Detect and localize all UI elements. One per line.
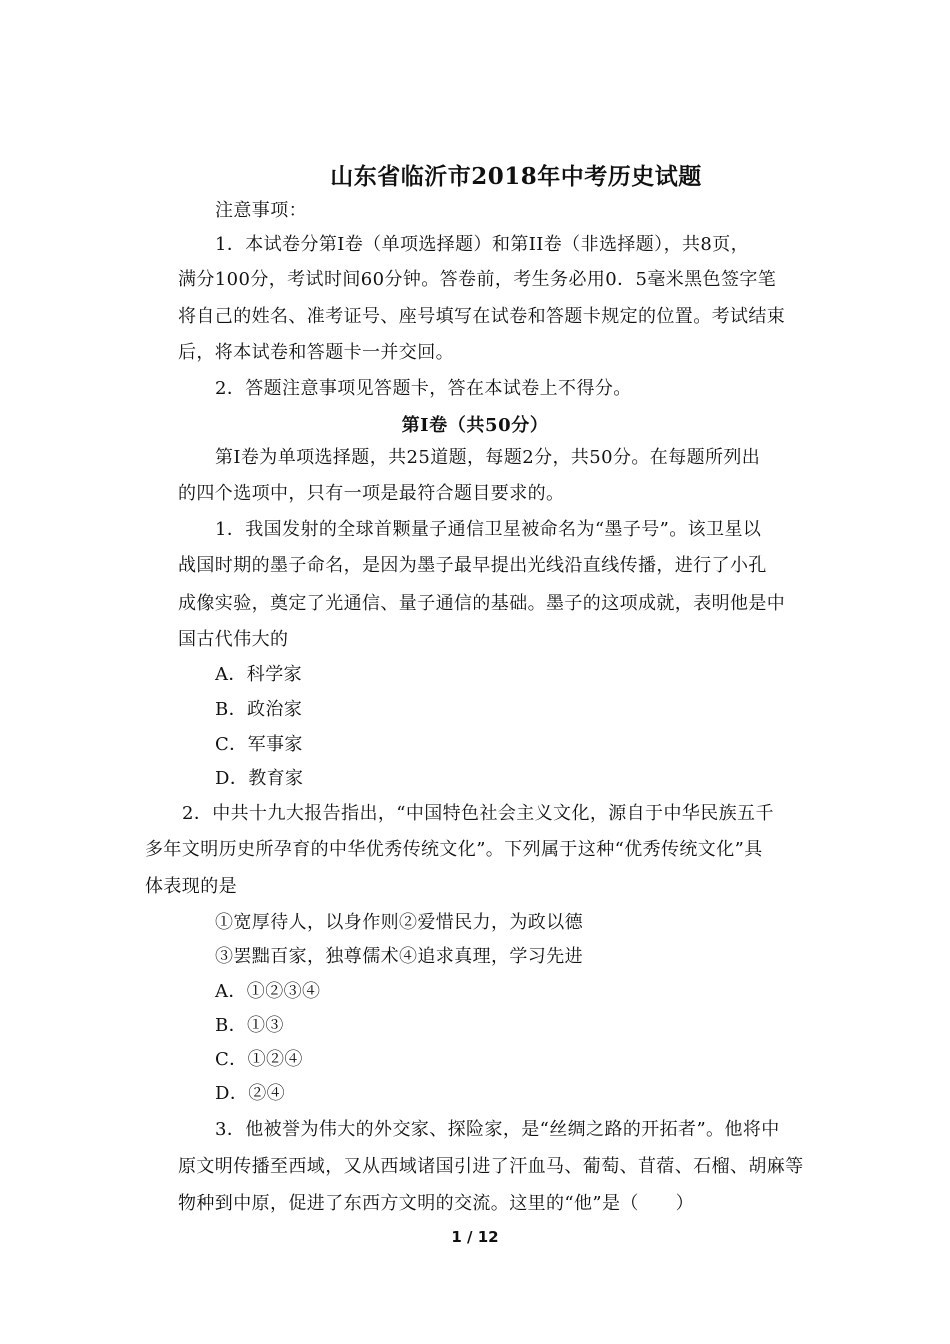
notice-line: 2．答题注意事项见答题卡，答在本试卷上不得分。 xyxy=(215,378,632,399)
question-2-option-d: D．②④ xyxy=(215,1083,286,1104)
question-1-stem: 国古代伟大的 xyxy=(178,629,289,650)
notice-heading: 注意事项： xyxy=(215,200,307,221)
question-3-stem: 3．他被誉为伟大的外交家、探险家，是“丝绸之路的开拓者”。他将中 xyxy=(215,1119,780,1140)
question-3-stem: 原文明传播至西域，又从西域诸国引进了汗血马、葡萄、苜蓿、石榴、胡麻等 xyxy=(178,1156,804,1177)
question-1-stem: 1．我国发射的全球首颗量子通信卫星被命名为“墨子号”。该卫星以 xyxy=(215,519,762,540)
notice-line: 后，将本试卷和答题卡一并交回。 xyxy=(178,342,454,363)
question-2-item: ①宽厚待人，以身作则②爱惜民力，为政以德 xyxy=(215,912,583,933)
section-title: 第Ⅰ卷（共50分） xyxy=(401,415,549,436)
section-intro-line: 的四个选项中，只有一项是最符合题目要求的。 xyxy=(178,483,565,504)
question-2-option-c: C．①②④ xyxy=(215,1049,303,1070)
notice-line: 将自己的姓名、准考证号、座号填写在试卷和答题卡规定的位置。考试结束 xyxy=(178,306,786,327)
document-title: 山东省临沂市2018年中考历史试题 xyxy=(330,163,702,190)
question-3-stem: 物种到中原，促进了东西方文明的交流。这里的“他”是（ ） xyxy=(178,1193,695,1214)
notice-line: 满分100分，考试时间60分钟。答卷前，考生务必用0．5毫米黑色签字笔 xyxy=(178,269,777,290)
question-1-option-d: D．教育家 xyxy=(215,768,304,789)
question-1-stem: 战国时期的墨子命名，是因为墨子最早提出光线沿直线传播，进行了小孔 xyxy=(178,555,767,576)
question-2-stem: 体表现的是 xyxy=(145,876,237,897)
question-2-stem: 多年文明历史所孕育的中华优秀传统文化”。下列属于这种“优秀传统文化”具 xyxy=(145,839,763,860)
question-2-stem: 2．中共十九大报告指出，“中国特色社会主义文化，源自于中华民族五千 xyxy=(182,803,774,824)
question-1-option-a: A．科学家 xyxy=(215,664,302,685)
question-2-option-b: B．①③ xyxy=(215,1015,284,1036)
question-1-option-b: B．政治家 xyxy=(215,699,303,720)
section-intro-line: 第Ⅰ卷为单项选择题，共25道题，每题2分，共50分。在每题所列出 xyxy=(215,447,761,468)
page-number: 1 / 12 xyxy=(451,1228,499,1246)
question-2-option-a: A．①②③④ xyxy=(215,981,321,1002)
question-1-option-c: C．军事家 xyxy=(215,734,303,755)
question-1-stem: 成像实验，奠定了光通信、量子通信的基础。墨子的这项成就，表明他是中 xyxy=(178,593,786,614)
question-2-item: ③罢黜百家，独尊儒术④追求真理，学习先进 xyxy=(215,946,583,967)
notice-line: 1．本试卷分第Ⅰ卷（单项选择题）和第II卷（非选择题），共8页， xyxy=(215,234,750,255)
